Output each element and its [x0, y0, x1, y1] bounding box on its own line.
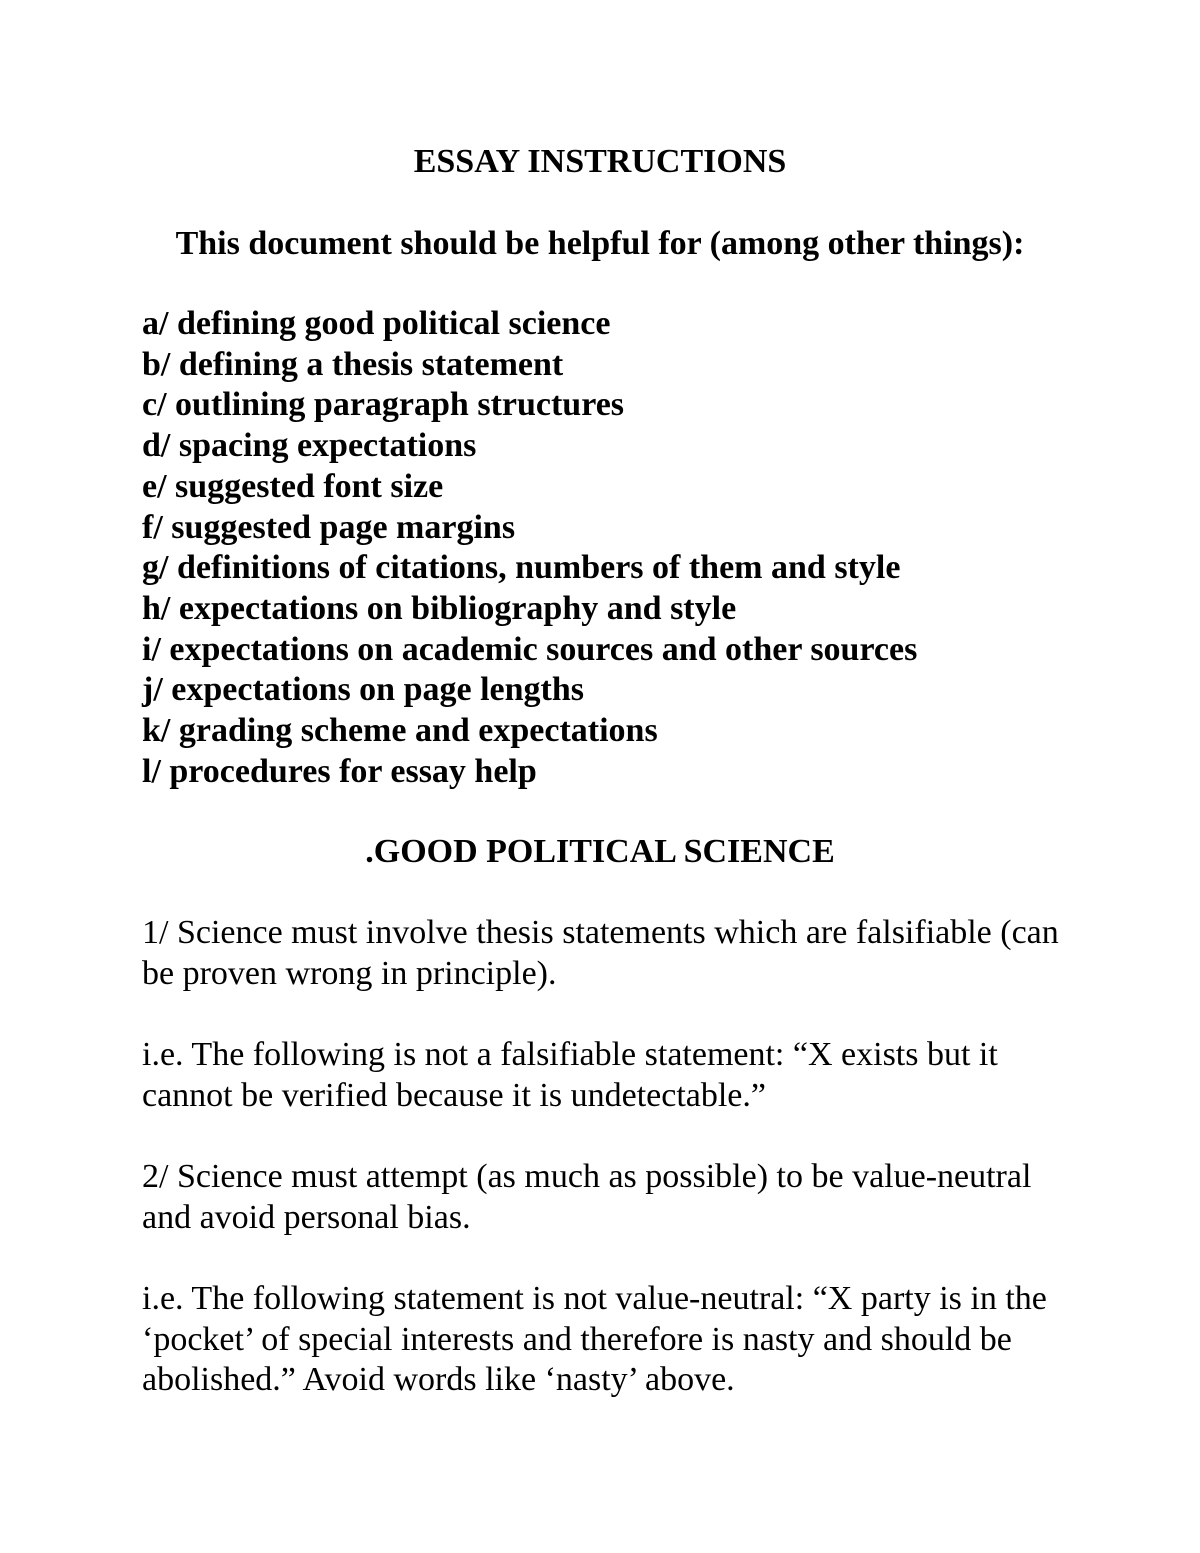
paragraph: i.e. The following is not a falsifiable statement: “X exists but it cannot be verified because it is undetectable.”	[142, 1036, 998, 1114]
section-heading: .GOOD POLITICAL SCIENCE	[365, 833, 835, 870]
list-item: h/ expectations on bibliography and style	[142, 589, 737, 627]
paragraph: 2/ Science must attempt (as much as possible) to be value-neutral and avoid personal bias.	[142, 1158, 1032, 1236]
list-item: l/ procedures for essay help	[142, 752, 537, 790]
list-item: j/ expectations on page lengths	[142, 671, 584, 709]
list-item: e/ suggested font size	[142, 467, 444, 505]
list-item: f/ suggested page margins	[142, 508, 516, 546]
document-title: ESSAY INSTRUCTIONS	[413, 143, 787, 180]
list-item: b/ defining a thesis statement	[142, 345, 564, 383]
list-item: d/ spacing expectations	[142, 427, 477, 465]
paragraph: i.e. The following statement is not value-neutral: “X party is in the ‘pocket’ of special interests and therefore is nasty and should be abolished.” Avoid words like ‘nasty’ above.	[142, 1280, 1047, 1399]
list-item: k/ grading scheme and expectations	[142, 712, 658, 750]
list-item: i/ expectations on academic sources and other sources	[142, 630, 918, 668]
list-item: g/ definitions of citations, numbers of them and style	[142, 549, 901, 587]
list-item: a/ defining good political science	[142, 305, 611, 342]
list-item: c/ outlining paragraph structures	[142, 386, 625, 424]
paragraph: 1/ Science must involve thesis statements which are falsifiable (can be proven wrong in principle).	[142, 914, 1059, 992]
topics-list	[142, 304, 917, 792]
document-subtitle: This document should be helpful for (among other things):	[175, 225, 1025, 262]
